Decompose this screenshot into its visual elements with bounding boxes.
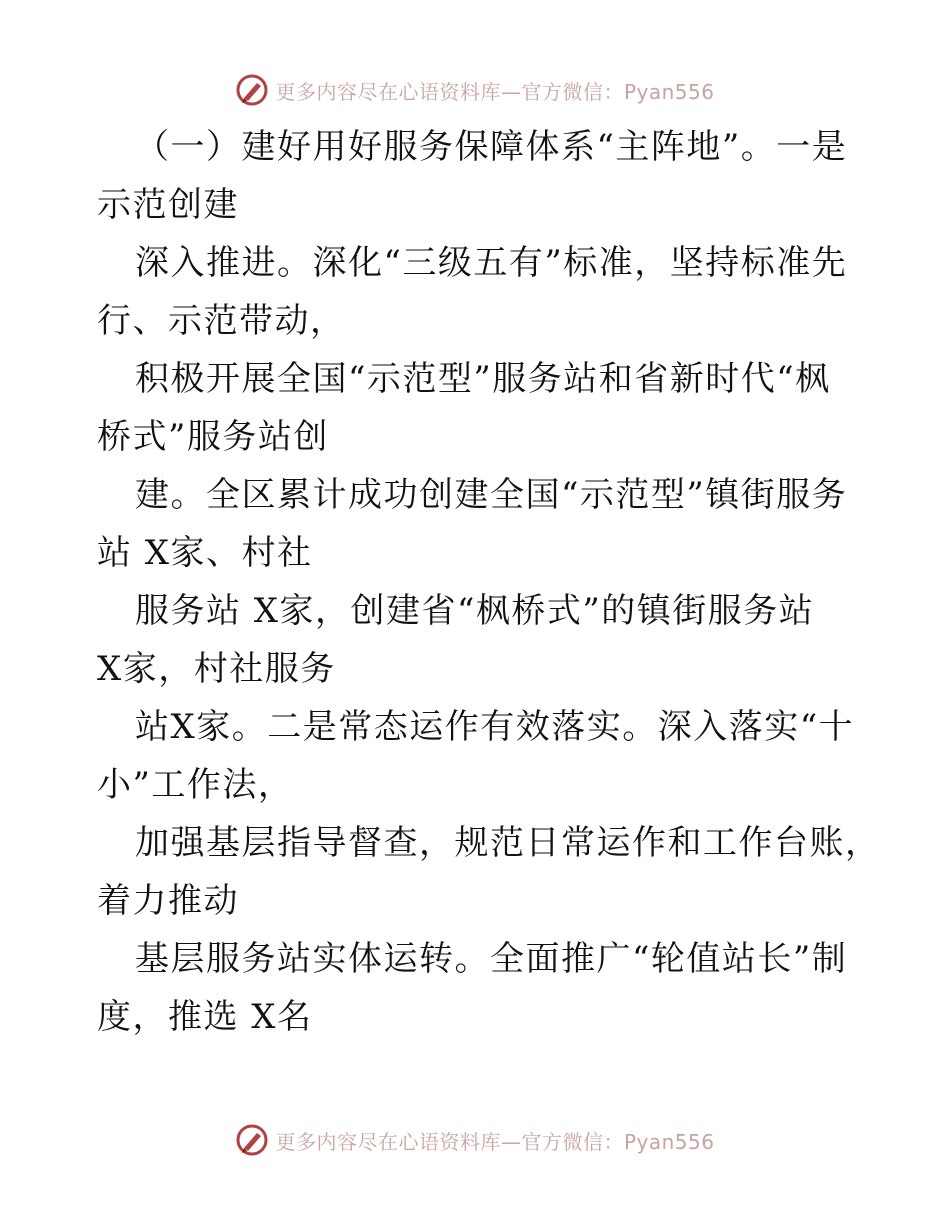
body-line: 深入推进。深化“三级五有”标准，坚持标准先 bbox=[135, 243, 848, 283]
body-line: 建。全区累计成功创建全国“示范型”镇街服务 bbox=[135, 475, 848, 515]
watermark-footer bbox=[0, 1120, 950, 1160]
pen-logo-icon bbox=[235, 1123, 269, 1157]
body-line: 度，推选 X名 bbox=[97, 997, 313, 1037]
watermark-header bbox=[0, 70, 950, 110]
watermark-text: 更多内容尽在心语资料库—官方微信：Pyan556 bbox=[275, 1129, 715, 1154]
body-line: 站 X家、村社 bbox=[97, 533, 313, 573]
body-line: 积极开展全国“示范型”服务站和省新时代“枫 bbox=[135, 359, 831, 399]
body-line: 基层服务站实体运转。全面推广“轮值站长”制 bbox=[135, 939, 848, 979]
watermark-text: 更多内容尽在心语资料库—官方微信：Pyan556 bbox=[275, 79, 715, 104]
body-line: 着力推动 bbox=[97, 881, 239, 921]
body-line: 桥式”服务站创 bbox=[97, 417, 329, 457]
body-line: X家，村社服务 bbox=[97, 649, 336, 689]
body-line: 加强基层指导督查，规范日常运作和工作台账， bbox=[135, 823, 881, 863]
document-body bbox=[97, 118, 881, 1046]
body-line: 行、示范带动， bbox=[97, 301, 346, 341]
body-line: 小”工作法， bbox=[97, 765, 294, 805]
body-line: 站X家。二是常态运作有效落实。深入落实“十 bbox=[135, 707, 855, 747]
body-line: （一）建好用好服务保障体系“主阵地”。一是 bbox=[135, 127, 848, 167]
pen-logo-icon bbox=[235, 73, 269, 107]
body-line: 示范创建 bbox=[97, 185, 239, 225]
body-line: 服务站 X家，创建省“枫桥式”的镇街服务站 bbox=[135, 591, 815, 631]
